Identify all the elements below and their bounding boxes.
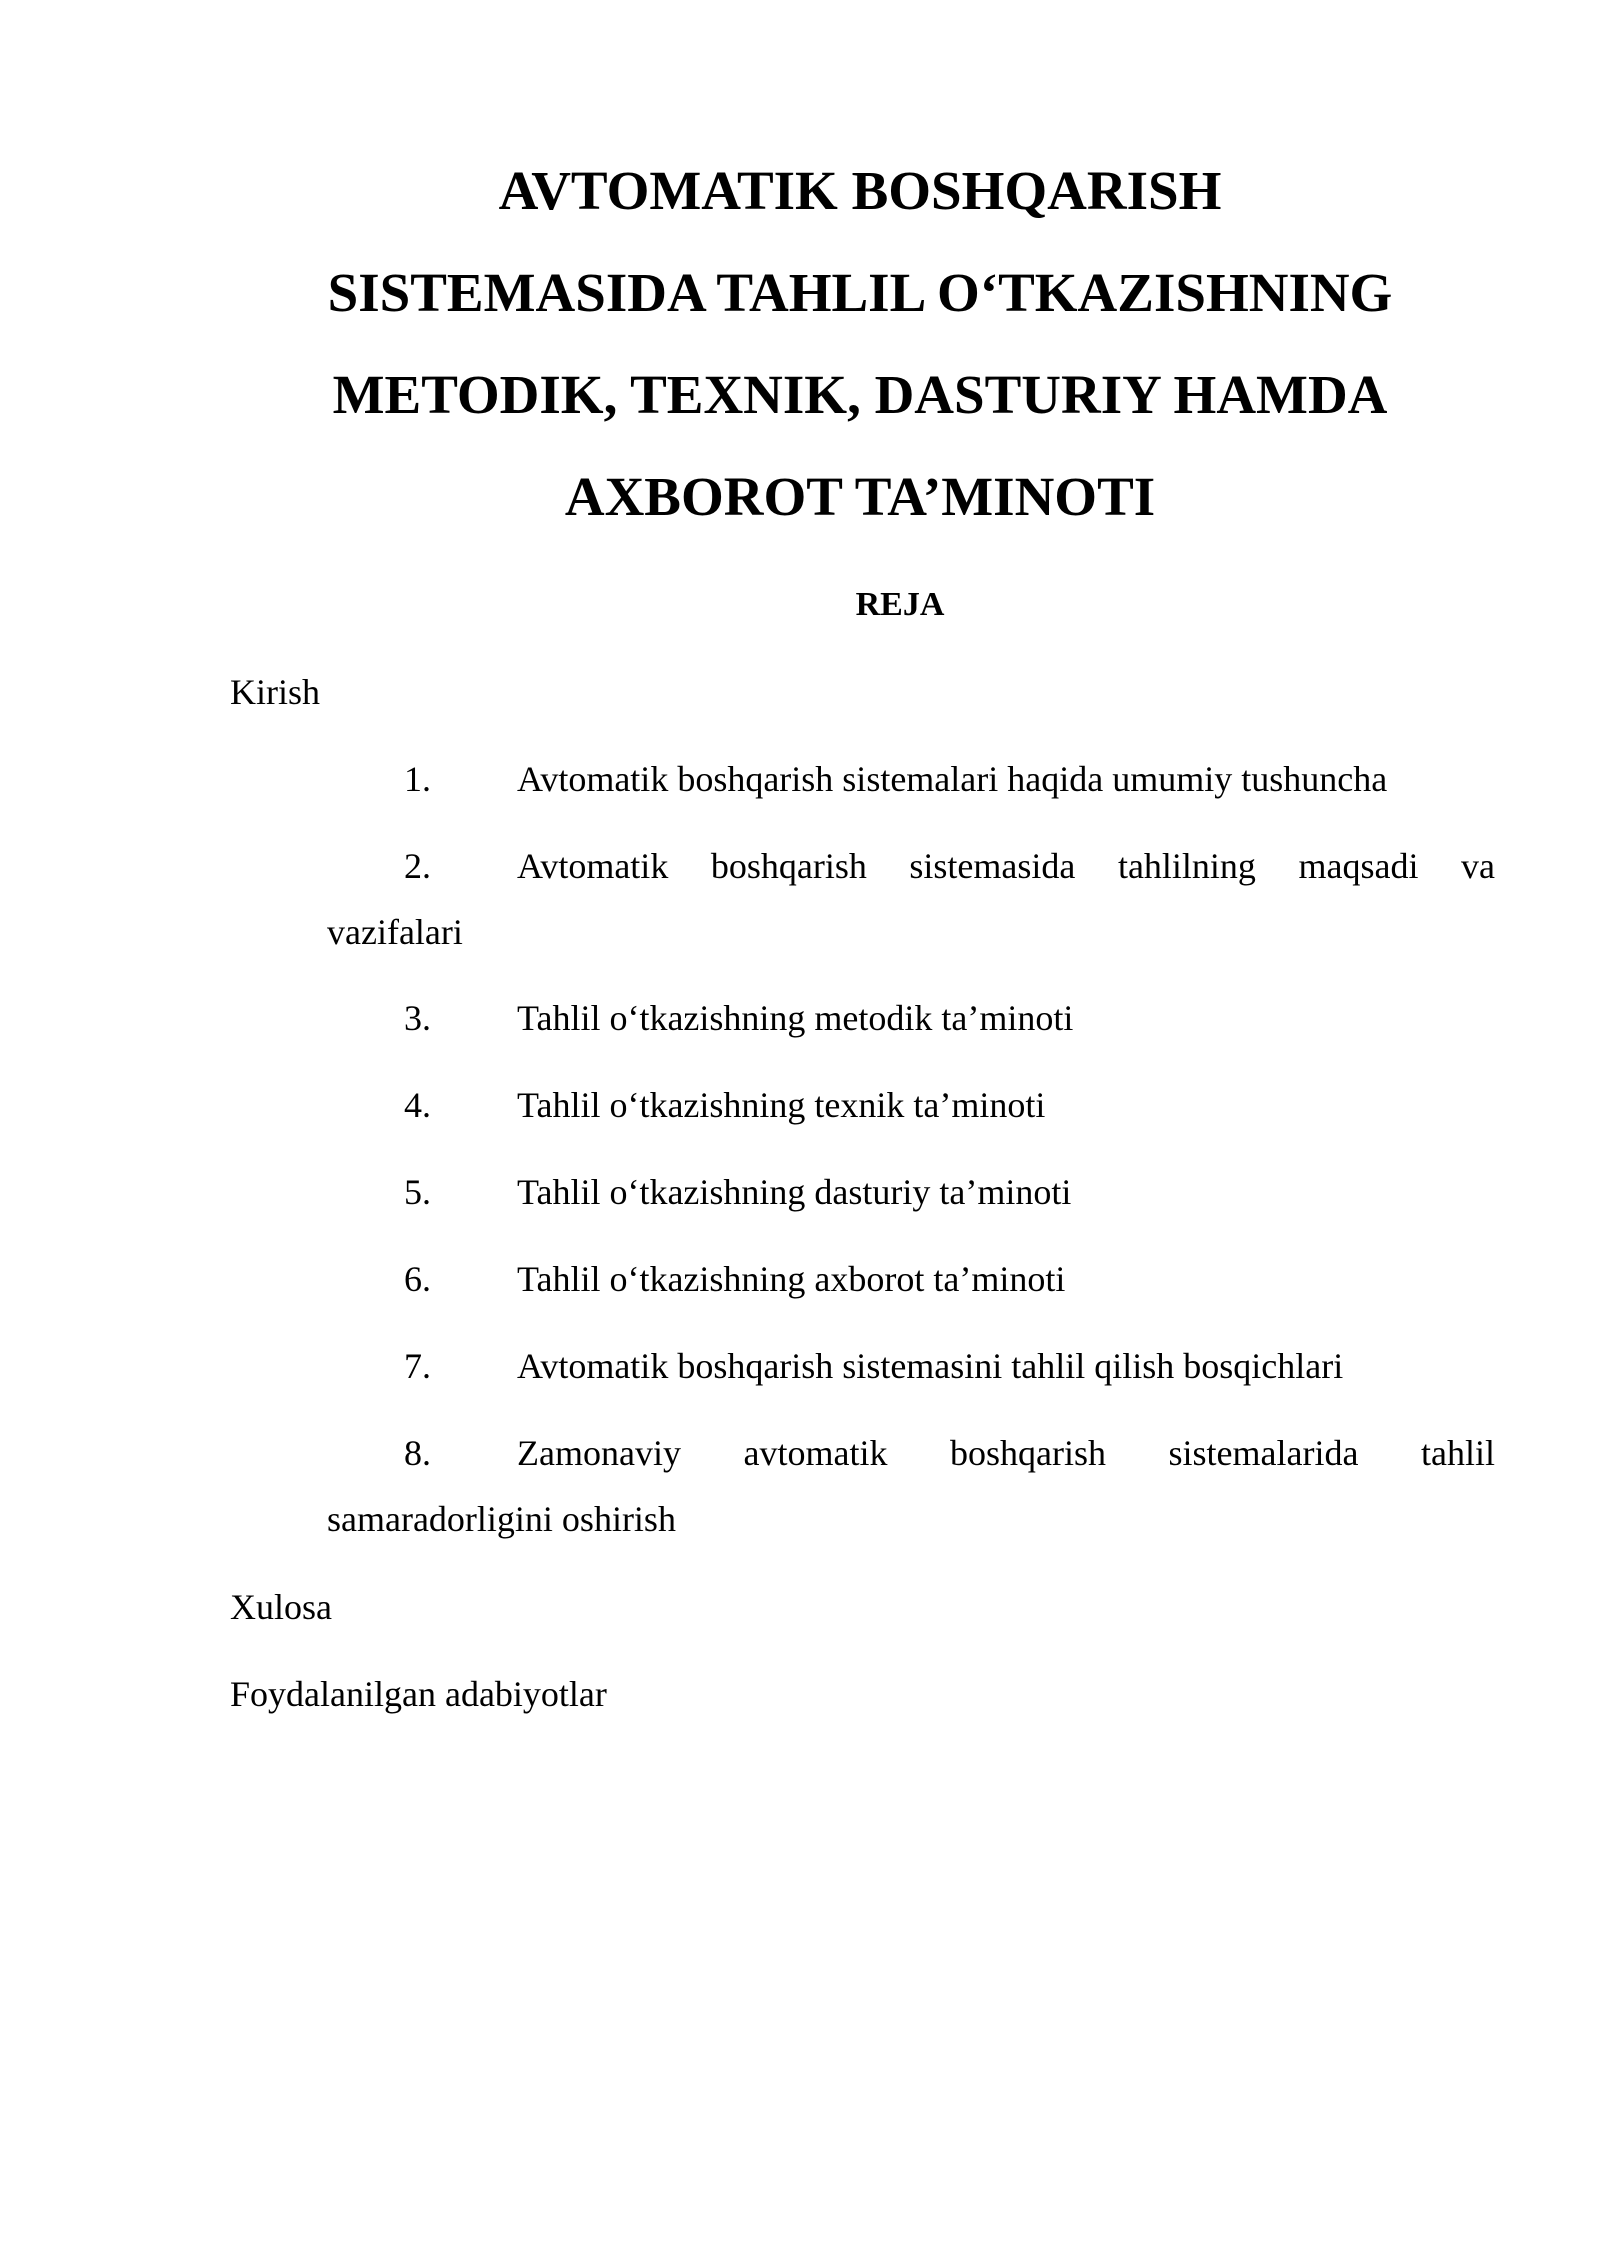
plan-item-text: Tahlil o‘tkazishning texnik ta’minoti xyxy=(517,1085,1046,1125)
plan-item-text: Zamonaviy avtomatik boshqarish sistemalarida tahlil xyxy=(517,1433,1495,1473)
plan-item-number: 7. xyxy=(404,1346,431,1386)
plan-item xyxy=(327,1333,1495,1399)
title-line: AXBOROT TA’MINOTI xyxy=(564,466,1156,527)
plan-item-text: Avtomatik boshqarish sistemasini tahlil qilish bosqichlari xyxy=(517,1346,1344,1386)
plan-item-continuation: samaradorligini oshirish xyxy=(327,1499,676,1539)
plan-item xyxy=(327,1246,1495,1312)
plan-item-number: 2. xyxy=(404,846,431,886)
plan-item-text: Tahlil o‘tkazishning metodik ta’minoti xyxy=(517,998,1074,1038)
plan-item-number: 6. xyxy=(404,1259,431,1299)
plan-item-number: 4. xyxy=(404,1085,431,1125)
title-line: SISTEMASIDA TAHLIL O‘TKAZISHNING xyxy=(327,262,1393,323)
plan-item-number: 5. xyxy=(404,1172,431,1212)
document-title xyxy=(230,140,1490,548)
plan-item xyxy=(327,833,1495,965)
plan-item-text: Avtomatik boshqarish sistemalari haqida umumiy tushuncha xyxy=(517,759,1388,799)
plan-item xyxy=(327,985,1495,1051)
title-line: METODIK, TEXNIK, DASTURIY HAMDA xyxy=(332,364,1388,425)
plan-item-text: Avtomatik boshqarish sistemasida tahlilning maqsadi va xyxy=(517,846,1495,886)
plan-item-number: 3. xyxy=(404,998,431,1038)
plan-item-text: Tahlil o‘tkazishning axborot ta’minoti xyxy=(517,1259,1066,1299)
plan-item xyxy=(327,1420,1495,1552)
plan-heading: REJA xyxy=(855,586,945,623)
plan-item-text: Tahlil o‘tkazishning dasturiy ta’minoti xyxy=(517,1172,1072,1212)
plan-item xyxy=(327,746,1495,812)
references-entry: Foydalanilgan adabiyotlar xyxy=(230,1674,607,1714)
plan-item-continuation: vazifalari xyxy=(327,912,463,952)
plan-item xyxy=(327,1159,1495,1225)
conclusion-entry: Xulosa xyxy=(230,1587,332,1627)
plan-item xyxy=(327,1072,1495,1138)
intro-entry: Kirish xyxy=(230,672,320,712)
plan-item-number: 8. xyxy=(404,1433,431,1473)
plan-item-number: 1. xyxy=(404,759,431,799)
title-line: AVTOMATIK BOSHQARISH xyxy=(498,160,1222,221)
